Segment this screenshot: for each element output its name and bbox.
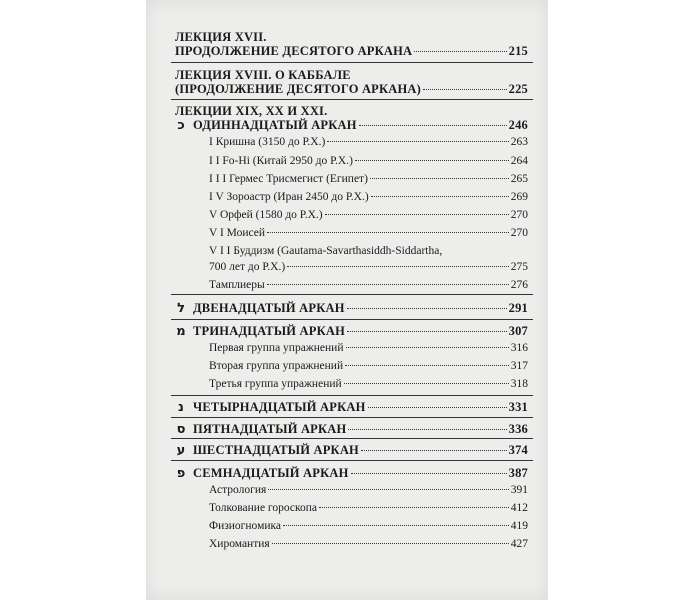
hebrew-letter-samekh-icon: ס bbox=[176, 422, 186, 437]
toc-subentry-title: Третья группа упражнений bbox=[209, 378, 342, 390]
toc-entry-arcana-13 bbox=[193, 324, 528, 339]
dot-leader bbox=[319, 507, 509, 508]
toc-entry-arcana-11 bbox=[193, 118, 528, 133]
toc-entry-arcana-17 bbox=[193, 466, 528, 481]
toc-entry-title: СЕМНАДЦАТЫЙ АРКАН bbox=[193, 466, 349, 480]
dot-leader bbox=[345, 365, 509, 366]
toc-subentry-title: V I I Буддизм (Gautama-Savarthasiddh-Siddartha, bbox=[209, 245, 443, 257]
toc-heading-lectures-19-21: ЛЕКЦИИ XIX, XX И XXI. bbox=[175, 104, 328, 118]
dot-leader bbox=[325, 214, 509, 215]
toc-subentry bbox=[209, 209, 528, 221]
toc-subentry-title: Тамплиеры bbox=[209, 279, 265, 291]
toc-page-number: 317 bbox=[510, 360, 528, 372]
toc-page-number: 336 bbox=[508, 422, 528, 436]
toc-page-number: 419 bbox=[510, 520, 528, 532]
dot-leader bbox=[346, 347, 509, 348]
toc-entry-title: (ПРОДОЛЖЕНИЕ ДЕСЯТОГО АРКАНА) bbox=[175, 82, 422, 96]
toc-entry-arcana-15 bbox=[193, 422, 528, 437]
dot-leader bbox=[348, 429, 506, 430]
toc-subentry bbox=[209, 342, 528, 354]
toc-entry-title: ПЯТНАДЦАТЫЙ АРКАН bbox=[193, 422, 347, 436]
toc-page-number: 275 bbox=[510, 261, 528, 273]
toc-subentry bbox=[209, 191, 528, 203]
divider bbox=[171, 417, 533, 418]
dot-leader bbox=[370, 178, 509, 179]
dot-leader bbox=[423, 89, 507, 90]
divider bbox=[171, 438, 533, 439]
toc-entry-arcana-12 bbox=[193, 301, 528, 316]
divider bbox=[171, 62, 533, 63]
dot-leader bbox=[361, 450, 507, 451]
toc-page-number: 215 bbox=[508, 44, 528, 58]
toc-entry-title: ДВЕНАДЦАТЫЙ АРКАН bbox=[193, 301, 345, 315]
toc-entry-lecture-18 bbox=[175, 82, 528, 97]
dot-leader bbox=[347, 331, 507, 332]
toc-entry-title: ТРИНАДЦАТЫЙ АРКАН bbox=[193, 324, 346, 338]
toc-entry-title: ПРОДОЛЖЕНИЕ ДЕСЯТОГО АРКАНА bbox=[175, 44, 413, 58]
toc-subentry-title: I I I Гермес Трисмегист (Египет) bbox=[209, 173, 368, 185]
hebrew-letter-ayin-icon: ע bbox=[176, 443, 186, 458]
dot-leader bbox=[272, 543, 509, 544]
hebrew-letter-lamed-icon: ל bbox=[177, 301, 185, 316]
toc-page-number: 331 bbox=[508, 400, 528, 414]
toc-page-number: 391 bbox=[510, 484, 528, 496]
toc-subentry-title: 700 лет до Р.Х.) bbox=[209, 261, 286, 273]
divider bbox=[171, 99, 533, 100]
toc-subentry bbox=[209, 520, 528, 532]
toc-page-number: 270 bbox=[510, 209, 528, 221]
toc-page-number: 316 bbox=[510, 342, 528, 354]
toc-entry-title: ОДИННАДЦАТЫЙ АРКАН bbox=[193, 118, 357, 132]
toc-page-number: 263 bbox=[510, 136, 528, 148]
dot-leader bbox=[414, 51, 506, 52]
toc-page-number: 265 bbox=[510, 173, 528, 185]
divider bbox=[171, 460, 533, 461]
toc-subentry bbox=[209, 538, 528, 550]
toc-page-number: 412 bbox=[510, 502, 528, 514]
toc-heading-lecture-17: ЛЕКЦИЯ XVII. bbox=[175, 30, 267, 44]
toc-page-number: 269 bbox=[510, 191, 528, 203]
toc-subentry-title: Астрология bbox=[209, 484, 267, 496]
toc-subentry bbox=[209, 360, 528, 372]
toc-entry-title: ШЕСТНАДЦАТЫЙ АРКАН bbox=[193, 443, 359, 457]
toc-entry-arcana-16 bbox=[193, 443, 528, 458]
toc-subentry-title: Первая группа упражнений bbox=[209, 342, 344, 354]
hebrew-letter-nun-icon: נ bbox=[178, 400, 184, 415]
toc-page-number: 276 bbox=[510, 279, 528, 291]
toc-entry-lecture-17 bbox=[175, 44, 528, 59]
toc-subentry bbox=[209, 261, 528, 273]
toc-subentry-title: I Кришна (3150 до Р.Х.) bbox=[209, 136, 326, 148]
toc-page-number: 427 bbox=[510, 538, 528, 550]
toc-subentry bbox=[209, 279, 528, 291]
dot-leader bbox=[283, 525, 509, 526]
toc-subentry bbox=[209, 378, 528, 390]
toc-subentry bbox=[209, 173, 528, 185]
hebrew-letter-pe-icon: פ bbox=[176, 466, 186, 481]
toc-subentry bbox=[209, 155, 528, 167]
divider bbox=[171, 319, 533, 320]
toc-subentry-title: V I Моисей bbox=[209, 227, 266, 239]
toc-page-number: 264 bbox=[510, 155, 528, 167]
dot-leader bbox=[359, 125, 507, 126]
dot-leader bbox=[287, 266, 509, 267]
toc-heading-lecture-18: ЛЕКЦИЯ XVIII. О КАББАЛЕ bbox=[175, 68, 351, 82]
dot-leader bbox=[327, 141, 508, 142]
divider bbox=[171, 395, 533, 396]
dot-leader bbox=[267, 232, 509, 233]
toc-subentry-title: Вторая группа упражнений bbox=[209, 360, 344, 372]
dot-leader bbox=[347, 308, 507, 309]
dot-leader bbox=[355, 160, 509, 161]
toc-subentry bbox=[209, 484, 528, 496]
toc-subentry-title: Физиогномика bbox=[209, 520, 282, 532]
toc-subentry bbox=[209, 502, 528, 514]
toc-page-number: 270 bbox=[510, 227, 528, 239]
divider bbox=[171, 294, 533, 295]
toc-page-number: 318 bbox=[510, 378, 528, 390]
dot-leader bbox=[344, 383, 509, 384]
toc-page-number: 374 bbox=[508, 443, 528, 457]
toc-page-number: 246 bbox=[508, 118, 528, 132]
toc-subentry-title: V Орфей (1580 до Р.Х.) bbox=[209, 209, 323, 221]
toc-subentry-title: I V Зороастр (Иран 2450 до Р.Х.) bbox=[209, 191, 369, 203]
toc-subentry-title: I I Fo-Hi (Китай 2950 до Р.Х.) bbox=[209, 155, 353, 167]
dot-leader bbox=[371, 196, 509, 197]
toc-entry-title: ЧЕТЫРНАДЦАТЫЙ АРКАН bbox=[193, 400, 366, 414]
toc-subentry-title: Толкование гороскопа bbox=[209, 502, 318, 514]
hebrew-letter-kaf-icon: כ bbox=[177, 118, 185, 133]
toc-subentry bbox=[209, 227, 528, 239]
dot-leader bbox=[267, 284, 509, 285]
hebrew-letter-mem-icon: מ bbox=[176, 324, 186, 339]
toc-entry-arcana-14 bbox=[193, 400, 528, 415]
toc-page-number: 225 bbox=[508, 82, 528, 96]
toc-subentry bbox=[209, 136, 528, 148]
dot-leader bbox=[368, 407, 507, 408]
toc-page-number: 307 bbox=[508, 324, 528, 338]
toc-page-number: 387 bbox=[508, 466, 528, 480]
toc-subentry-title: Хиромантия bbox=[209, 538, 270, 550]
toc-page-number: 291 bbox=[508, 301, 528, 315]
dot-leader bbox=[351, 473, 507, 474]
dot-leader bbox=[268, 489, 508, 490]
